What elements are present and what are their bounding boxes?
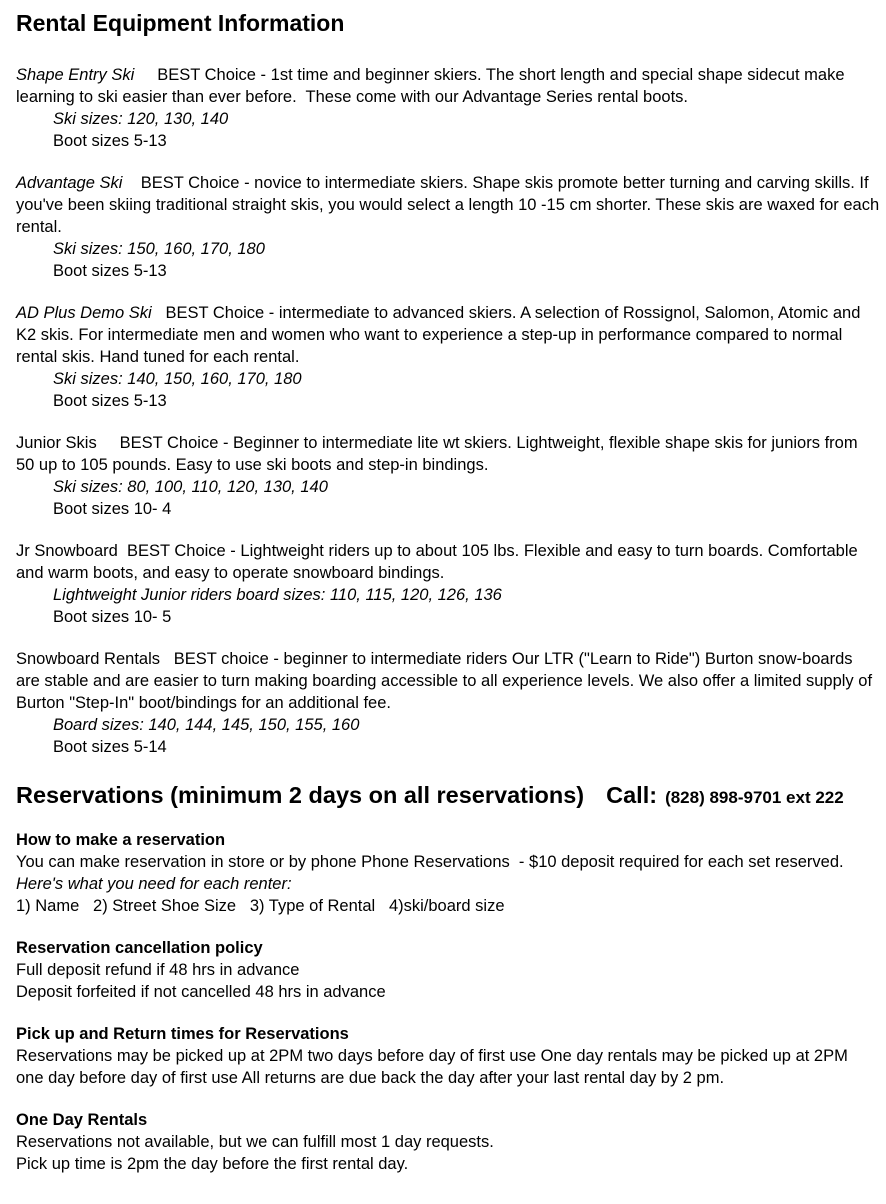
equipment-description [16,172,884,238]
subsection-how-to-make-a-reservation [16,829,880,917]
equipment-description [16,432,880,476]
boot-sizes-line: Boot sizes 10- 4 [53,500,172,518]
equipment-description [16,540,880,584]
equipment-section-shape-entry-ski [16,64,880,152]
subsection-one-day-rentals [16,1109,880,1175]
subsection-text: Pick up time is 2pm the day before the first rental day. [16,1155,409,1173]
subsection-text: You can make reservation in store or by phone Phone Reservations - $10 deposit required for each set reserved. [16,853,844,871]
ski-sizes-line: Ski sizes: 150, 160, 170, 180 [53,240,265,258]
boot-sizes-line: Boot sizes 5-13 [53,392,167,410]
reservations-heading [16,778,880,815]
ski-sizes-line: Ski sizes: 120, 130, 140 [53,110,229,128]
boot-sizes-line: Boot sizes 5-13 [53,262,167,280]
subsection-heading: One Day Rentals [16,1111,148,1129]
boot-sizes-line: Boot sizes 5-14 [53,738,167,756]
equipment-name: Advantage Ski [16,174,123,192]
equipment-description-text: BEST Choice - Beginner to intermediate lite wt skiers. Lightweight, flexible shape skis for juniors from 50 up to 105 pounds. Easy to use ski boots and step-in bindings. [16,434,863,474]
ski-sizes-line: Ski sizes: 140, 150, 160, 170, 180 [53,370,302,388]
equipment-section-junior-skis [16,432,880,520]
equipment-name: Jr Snowboard [16,542,118,560]
equipment-name: Junior Skis [16,434,97,452]
renter-needs-intro: Here's what you need for each renter: [16,875,292,893]
ski-sizes-line: Ski sizes: 80, 100, 110, 120, 130, 140 [53,478,328,496]
equipment-name: AD Plus Demo Ski [16,304,152,322]
subsection-text: Deposit forfeited if not cancelled 48 hrs in advance [16,983,386,1001]
equipment-section-advantage-ski [16,172,884,282]
equipment-description-text: BEST Choice - novice to intermediate skiers. Shape skis promote better turning and carving skills. If you've been skiing traditional straight skis, you would select a length 10 -15 cm shorter. These skis are waxed for each rental. [16,174,884,236]
equipment-name: Snowboard Rentals [16,650,161,668]
page-title: Rental Equipment Information [16,10,345,36]
subsection-cancellation-policy [16,937,880,1003]
subsection-pickup-return-times [16,1023,880,1089]
reservations-heading-text: Reservations (minimum 2 days on all reservations) [16,782,585,808]
equipment-description [16,302,880,368]
equipment-section-jr-snowboard [16,540,880,628]
equipment-description-text: BEST Choice - 1st time and beginner skiers. The short length and special shape sidecut make learning to ski easier than ever before. These come with our Advantage Series rental boots. [16,66,850,106]
call-label: Call: [606,782,658,808]
equipment-description-text: BEST Choice - Lightweight riders up to about 105 lbs. Flexible and easy to turn boards. Comfortable and warm boots, and easy to operate snowboard bindings. [16,542,863,582]
equipment-description-text: BEST choice - beginner to intermediate riders Our LTR ("Learn to Ride") Burton snow-boards are stable and are easier to turn making boarding accessible to all experience levels. We also offer a limited supply of Burton "Step-In" boot/bindings for an additional fee. [16,650,877,712]
equipment-name: Shape Entry Ski [16,66,135,84]
equipment-description [16,648,880,714]
board-sizes-line: Board sizes: 140, 144, 145, 150, 155, 160 [53,716,360,734]
equipment-description [16,64,880,108]
boot-sizes-line: Boot sizes 10- 5 [53,608,172,626]
equipment-section-snowboard-rentals [16,648,880,758]
reservations-phone-number: (828) 898-9701 ext 222 [665,788,844,807]
renter-needs-list: 1) Name 2) Street Shoe Size 3) Type of Rental 4)ski/board size [16,897,505,915]
subsection-heading: How to make a reservation [16,831,226,849]
equipment-description-text: BEST Choice - intermediate to advanced skiers. A selection of Rossignol, Salomon, Atomic and K2 skis. For intermediate men and women who want to experience a step-up in performance compared to normal rental skis. Hand tuned for each rental. [16,304,865,366]
subsection-text: Full deposit refund if 48 hrs in advance [16,961,300,979]
equipment-section-ad-plus-demo-ski [16,302,880,412]
subsection-heading: Reservation cancellation policy [16,939,263,957]
subsection-text: Reservations not available, but we can fulfill most 1 day requests. [16,1133,494,1151]
boot-sizes-line: Boot sizes 5-13 [53,132,167,150]
subsection-text: Reservations may be picked up at 2PM two days before day of first use One day rentals may be picked up at 2PM one day before day of first use All returns are due back the day after your last rental day by 2 pm. [16,1047,858,1087]
subsection-heading: Pick up and Return times for Reservations [16,1025,349,1043]
board-sizes-line: Lightweight Junior riders board sizes: 110, 115, 120, 126, 136 [53,586,502,604]
